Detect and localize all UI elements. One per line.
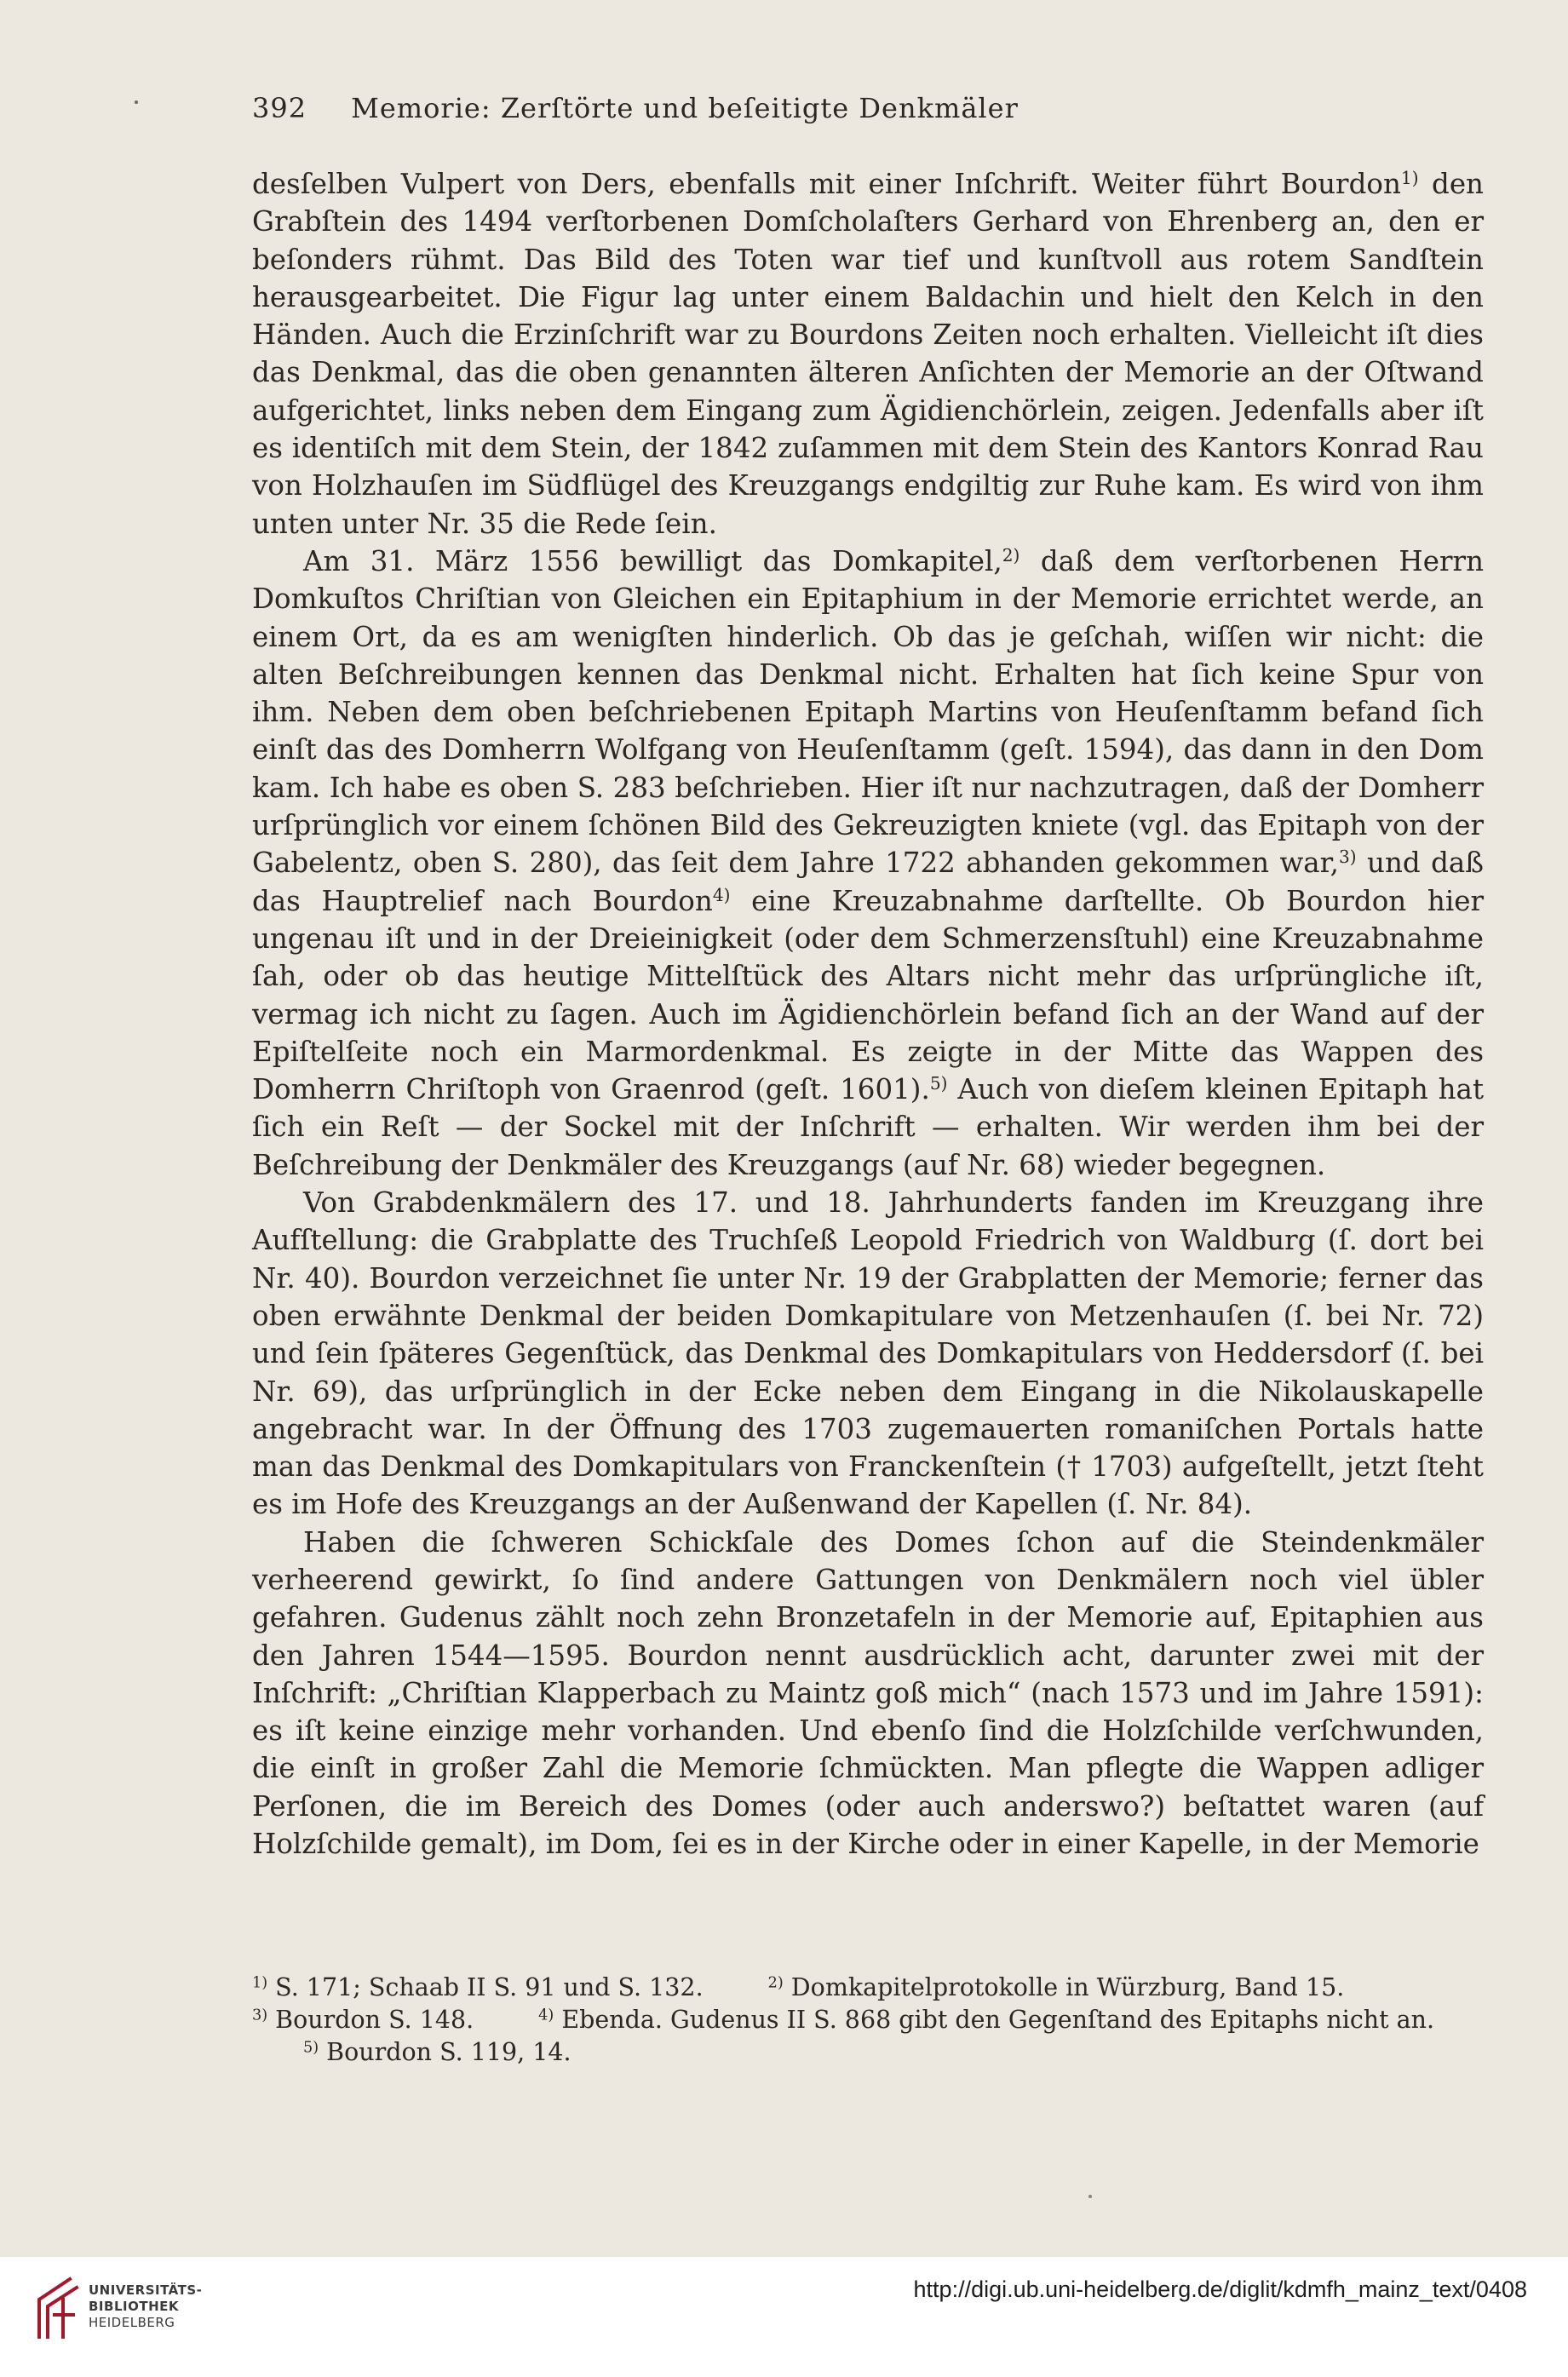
footnote-text: Ebenda. Gudenus II S. 868 gibt den Gegenſtand des Epitaphs nicht an.	[554, 2006, 1435, 2034]
paragraph-text: daß dem verſtorbenen Herrn Domkuſtos Chriſtian von Gleichen ein Epitaphium in der Memorie errichtet werde, an einem Ort, da es am wenigſten hinderlich. Ob das je geſchah, wiſſen wir nicht: die alten Beſchreibungen kennen das Denkmal nicht. Erhalten hat ſich keine Spur von ihm. Neben dem oben beſchriebenen Epitaph Martins von Heuſenſtamm befand ſich einſt das des Domherrn Wolfgang von Heuſenſtamm (geſt. 1594), das dann in den Dom kam. Ich habe es oben S. 283 beſchrieben. Hier iſt nur nachzutragen, daß der Domherr urſprünglich vor einem ſchönen Bild des Gekreuzigten kniete (vgl. das Epitaph von der Gabelentz, oben S. 280), das ſeit dem Jahre 1722 abhanden gekommen war,	[252, 544, 1484, 880]
stray-dot	[1088, 2195, 1092, 2198]
paragraph-4	[252, 1524, 1484, 1863]
paragraph-text: Haben die ſchweren Schickſale des Domes ſchon auf die Steindenkmäler verheerend gewirkt, ſo ſind andere Gattungen von Denkmälern noch viel übler gefahren. Gudenus zählt noch zehn Bronzetafeln in der Memorie auf, Epitaphien aus den Jahren 1544—1595. Bourdon nennt ausdrücklich acht, darunter zwei mit der Inſchrift: „Chriſtian Klapperbach zu Maintz goß mich“ (nach 1573 und im Jahre 1591): es iſt keine einzige mehr vorhanden. Und ebenſo ſind die Holzſchilde verſchwunden, die einſt in großer Zahl die Memorie ſchmückten. Man pflegte die Wappen adliger Perſonen, die im Bereich des Domes (oder auch anderswo?) beſtattet waren (auf Holzſchilde gemalt), im Dom, ſei es in der Kirche oder in einer Kapelle, in der Memorie	[252, 1525, 1484, 1861]
paragraph-text: den Grabſtein des 1494 verſtorbenen Domſcholaſters Gerhard von Ehrenberg an, den er beſonders rühmt. Das Bild des Toten war tief und kunſtvoll aus rotem Sandſtein herausgearbeitet. Die Figur lag unter einem Baldachin und hielt den Kelch in den Händen. Auch die Erzinſchrift war zu Bourdons Zeiten noch erhalten. Vielleicht iſt dies das Denkmal, das die oben genannten älteren Anſichten der Memorie an der Oſtwand aufgerichtet, links neben dem Eingang zum Ägidienchörlein, zeigen. Jedenfalls aber iſt es identiſch mit dem Stein, der 1842 zuſammen mit dem Stein des Kantors Konrad Rau von Holzhauſen im Südflügel des Kreuzgangs endgiltig zur Ruhe kam. Es wird von ihm unten unter Nr. 35 die Rede ſein.	[252, 168, 1484, 540]
footnote-4	[538, 2006, 1434, 2034]
paragraph-text: Am 31. März 1556 bewilligt das Domkapitel,	[303, 544, 1002, 577]
footnote-ref: 5)	[929, 1073, 948, 1094]
footnote-ref: 1)	[1400, 167, 1419, 188]
paragraph-text: Von Grabdenkmälern des 17. und 18. Jahrhunderts fanden im Kreuzgang ihre Aufſtellung: die Grabplatte des Truchſeß Leopold Friedrich von Waldburg (ſ. dort bei Nr. 40). Bourdon verzeichnet ſie unter Nr. 19 der Grabplatten der Memorie; ferner das oben erwähnte Denkmal der beiden Domkapitulare von Metzenhauſen (ſ. bei Nr. 72) und ſein ſpäteres Gegenſtück, das Denkmal des Domkapitulars von Heddersdorf (ſ. bei Nr. 69), das urſprünglich in der Ecke neben dem Eingang in die Nikolauskapelle angebracht war. In der Öffnung des 1703 zugemauerten romaniſchen Portals hatte man das Denkmal des Domkapitulars von Franckenſtein († 1703) aufgeſtellt, jetzt ſteht es im Hofe des Kreuzgangs an der Außenwand der Kapellen (ſ. Nr. 84).	[252, 1186, 1484, 1521]
footnote-row	[252, 2004, 1484, 2069]
page-number: 392	[252, 92, 307, 124]
footnote-row	[252, 1972, 1484, 2004]
footnote-text: Bourdon S. 148.	[267, 2006, 474, 2034]
library-name-line: BIBLIOTHEK	[89, 2299, 179, 2314]
footnote-mark: 2)	[767, 1974, 784, 1992]
library-logo-icon	[29, 2274, 80, 2342]
footnote-mark: 4)	[538, 2007, 554, 2024]
footnote-text: Bourdon S. 119, 14.	[319, 2038, 571, 2066]
footnotes	[252, 1972, 1484, 2069]
running-title: Memorie: Zerſtörte und beſeitigte Denkmäler	[351, 92, 1019, 124]
footnote-mark: 1)	[252, 1974, 268, 1992]
footnote-ref: 3)	[1338, 847, 1357, 868]
paragraph-1	[252, 165, 1484, 543]
footnote-mark: 3)	[252, 2007, 268, 2024]
library-name-line: HEIDELBERG	[89, 2315, 175, 2330]
stray-mark	[135, 100, 138, 104]
page-header	[252, 92, 1487, 124]
footnote-mark: 5)	[303, 2039, 319, 2057]
footnote-ref: 4)	[712, 884, 731, 905]
paragraph-text: eine Kreuzabnahme darſtellte. Ob Bourdon hier ungenau iſt und in der Dreieinigkeit (oder dem Schmerzensſtuhl) eine Kreuzabnahme ſah, oder ob das heutige Mittelſtück des Altars nicht mehr das urſprüngliche iſt, vermag ich nicht zu ſagen. Auch im Ägidienchörlein befand ſich an der Wand auf der Epiſtelſeite noch ein Marmordenkmal. Es zeigte in der Mitte das Wappen des Domherrn Chriſtoph von Graenrod (geſt. 1601).	[252, 884, 1484, 1106]
paragraph-text: desſelben Vulpert von Ders, ebenfalls mit einer Inſchrift. Weiter führt Bourdon	[252, 168, 1401, 200]
footnote-5	[303, 2038, 571, 2066]
paragraph-3	[252, 1184, 1484, 1524]
paragraph-text: und daß das Hauptrelief nach Bourdon	[252, 847, 1484, 917]
footnote-2	[768, 1972, 1345, 2004]
footnote-3	[252, 2006, 474, 2034]
library-name	[89, 2282, 202, 2331]
footnote-text: Domkapitelprotokolle in Würzburg, Band 15.	[783, 1973, 1345, 2001]
footnote-ref: 2)	[1002, 544, 1020, 566]
paragraph-2	[252, 543, 1484, 1184]
footer-bar	[0, 2257, 1568, 2377]
paragraph-text: Auch von dieſem kleinen Epitaph hat ſich ein Reſt — der Sockel mit der Inſchrift — erhalten. Wir werden ihm bei der Beſchreibung der Denkmäler des Kreuzgangs (auf Nr. 68) wieder begegnen.	[252, 1073, 1484, 1181]
footnote-text: S. 171; Schaab II S. 91 und S. 132.	[267, 1973, 704, 2001]
source-url-link[interactable]: http://digi.ub.uni-heidelberg.de/diglit/kdmfh_mainz_text/0408	[913, 2277, 1527, 2302]
body-text	[252, 165, 1484, 1863]
library-name-line: UNIVERSITÄTS-	[89, 2282, 203, 2298]
footnote-1	[252, 1972, 704, 2004]
